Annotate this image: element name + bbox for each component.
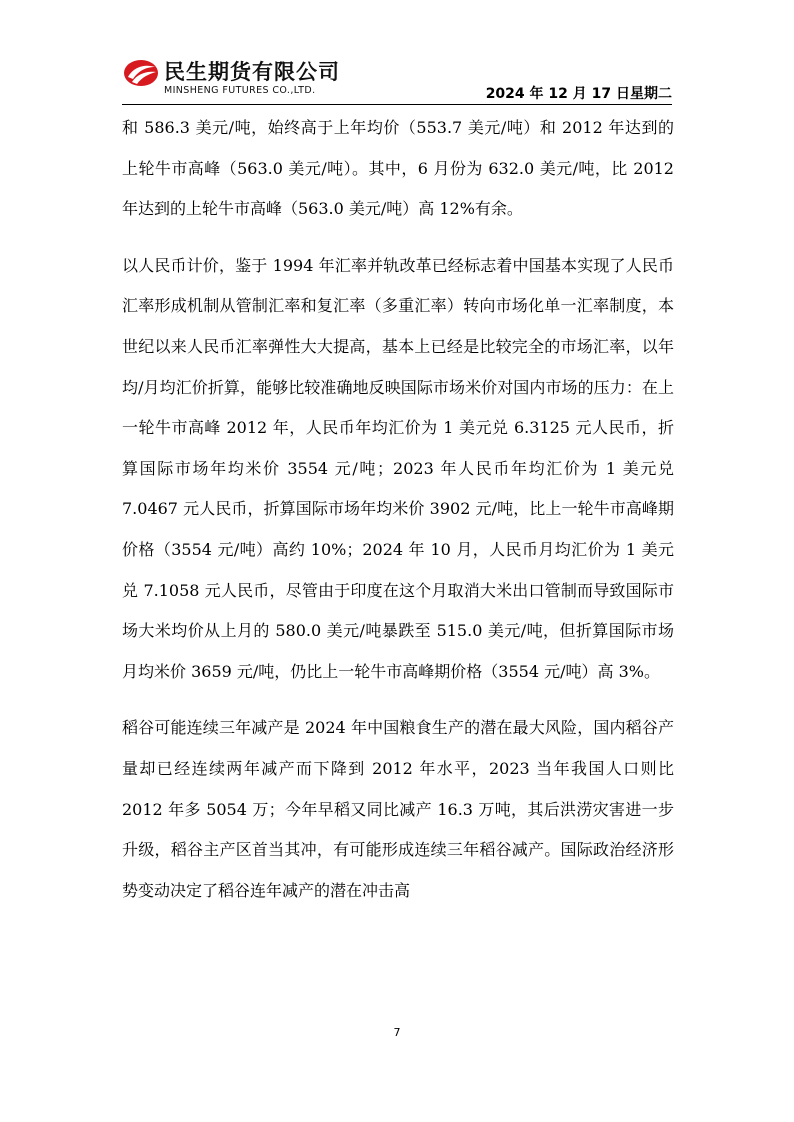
body-text [122,108,674,927]
paragraph: 和 586.3 美元/吨，始终高于上年均价（553.7 美元/吨）和 2012 年达到的上轮牛市高峰（563.0 美元/吨）。其中，6 月份为 632.0 美元/吨，比 2012 年达到的上轮牛市高峰（563.0 美元/吨）高 12%有余。 [122,118,674,219]
header-date: 2024 年 12 月 17 日星期二 [485,86,672,102]
paragraph: 以人民币计价，鉴于 1994 年汇率并轨改革已经标志着中国基本实现了人民币汇率形成机制从管制汇率和复汇率（多重汇率）转向市场化单一汇率制度，本世纪以来人民币汇率弹性大大提高，基本上已经是比较完全的市场汇率，以年均/月均汇价折算，能够比较准确地反映国际市场米价对国内市场的压力：在上一轮牛市高峰 2012 年，人民币年均汇价为 1 美元兑 6.3125 元人民币，折算国际市场年均米价 3554 元/吨；2023 年人民币年均汇价为 1 美元兑 7.0467 元人民币，折算国际市场年均米价 3902 元/吨，比上一轮牛市高峰期价格（3554 元/吨）高约 10%；2024 年 10 月，人民币月均汇价为 1 美元兑 7.1058 元人民币，尽管由于印度在这个月取消大米出口管制而导致国际市场大米均价从上月的 580.0 美元/吨暴跌至 515.0 美元/吨，但折算国际市场月均米价 3659 元/吨，仍比上一轮牛市高峰期价格（3554 元/吨）高 3%。 [122,255,674,681]
paragraph: 稻谷可能连续三年减产是 2024 年中国粮食生产的潜在最大风险，国内稻谷产量却已经连续两年减产而下降到 2012 年水平，2023 当年我国人口则比 2012 年多 5054 万；今年早稻又同比减产 16.3 万吨，其后洪涝灾害进一步升级，稻谷主产区首当其冲，有可能形成连续三年稻谷减产。国际政治经济形势变动决定了稻谷连年减产的潜在冲击高 [122,718,674,900]
minsheng-logo-icon [122,58,160,88]
page-header [122,56,672,106]
company-name-en: MINSHENG FUTURES CO.,LTD. [164,85,316,96]
page-number: 7 [393,1026,401,1039]
company-name-cn: 民生期货有限公司 [164,60,340,84]
header-divider [122,104,672,105]
